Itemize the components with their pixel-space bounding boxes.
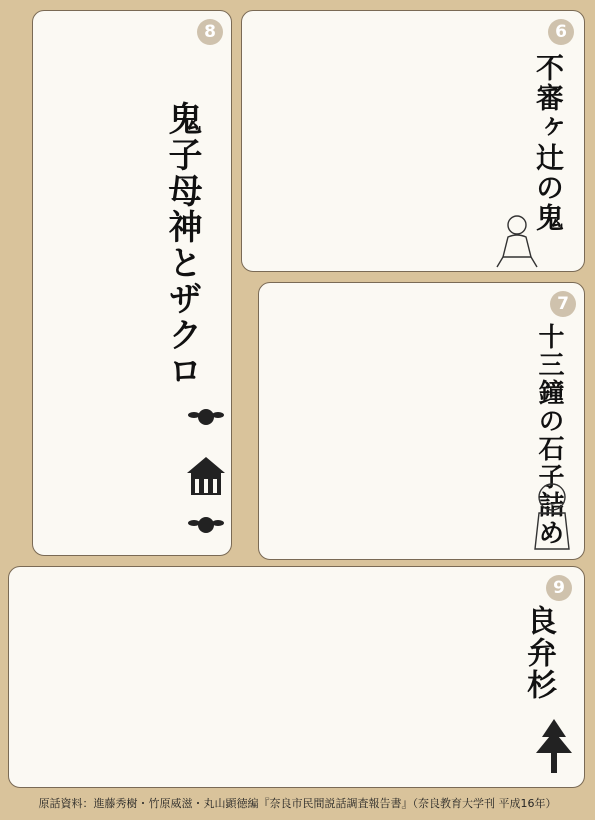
story-title: 不審ヶ辻の鬼 bbox=[532, 53, 565, 233]
monk-child-illustration bbox=[527, 479, 577, 553]
story-text bbox=[269, 295, 489, 551]
story-panel-8 bbox=[32, 10, 232, 556]
cedar-tree-illustration bbox=[532, 715, 576, 777]
seated-child-illustration bbox=[487, 211, 547, 271]
source-citation: 原話資料：進藤秀樹・竹原威滋・丸山顕徳編『奈良市民間説話調査報告書』（奈良教育大学刊 平成16年） bbox=[38, 797, 557, 810]
story-title: 良弁杉 bbox=[521, 605, 556, 701]
pomegranate-house-illustration bbox=[183, 403, 229, 553]
story-panel-6 bbox=[241, 10, 585, 272]
story-number-badge: 7 bbox=[550, 291, 576, 317]
story-text bbox=[252, 23, 472, 259]
story-number-badge: 9 bbox=[546, 575, 572, 601]
story-panel-9 bbox=[8, 566, 585, 788]
story-number-badge: 8 bbox=[197, 19, 223, 45]
story-title: 鬼子母神とザクロ bbox=[162, 101, 202, 389]
story-number-badge: 6 bbox=[548, 19, 574, 45]
story-title: 十三鐘の石子詰め bbox=[534, 323, 564, 547]
story-text bbox=[21, 577, 501, 777]
story-panel-7 bbox=[258, 282, 585, 560]
